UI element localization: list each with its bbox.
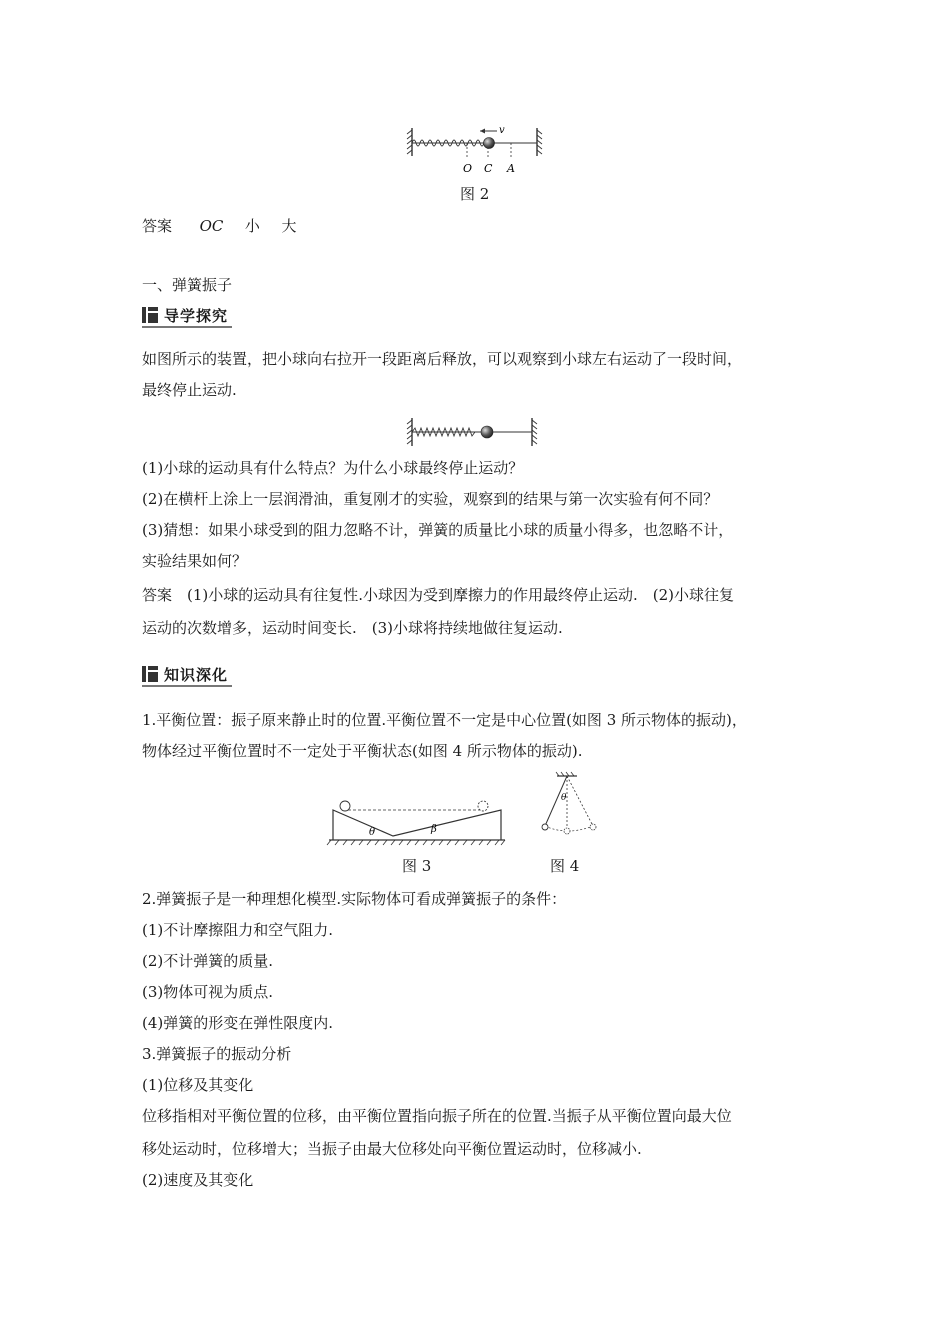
explore-header [142,304,232,326]
figure-2-spring-oscillator [400,120,550,180]
section-header-icon [142,666,158,682]
displacement-body-line-1: 位移指相对平衡位置的位移，由平衡位置指向振子所在的位置.当振子从平衡位置向最大位 [142,1107,732,1125]
condition-3: (3)物体可视为质点. [142,983,274,1001]
sub-heading-velocity: (2)速度及其变化 [142,1171,254,1189]
spring-apparatus-figure [402,415,542,449]
question-1: (1)小球的运动具有什么特点？为什么小球最终停止运动？ [142,459,524,477]
position-a-label: A [507,162,515,175]
sub-heading-displacement: (1)位移及其变化 [142,1076,254,1094]
explore-intro-line-2: 最终停止运动. [142,381,237,399]
answer-line [142,216,297,236]
condition-4: (4)弹簧的形变在弹性限度内. [142,1014,334,1032]
question-3-line-2: 实验结果如何？ [142,552,248,570]
figure-4-pendulum [533,770,603,836]
explore-answer-line-1: 答案 (1)小球的运动具有往复性.小球因为受到摩擦力的作用最终停止运动. (2)小球往复 [142,586,735,604]
explore-answer-line-2: 运动的次数增多，运动时间变长. (3)小球将持续地做往复运动. [142,619,563,637]
condition-2: (2)不计弹簧的质量. [142,952,274,970]
angle-theta-label: θ [369,827,376,838]
point-1-line-1: 1.平衡位置：振子原来静止时的位置.平衡位置不一定是中心位置(如图 3 所示物体的振动)， [142,711,747,729]
section-header-icon [142,307,158,323]
answer-small: 小 [244,217,260,235]
position-c-label: C [484,162,493,175]
section-title: 一、弹簧振子 [142,276,233,294]
deepen-header [142,663,232,685]
answer-oc: OC [199,217,224,235]
answer-large: 大 [281,217,297,235]
answer-label: 答案 [142,217,173,235]
angle-beta-label: β [431,824,437,835]
figure-2-caption: 图 2 [460,185,490,203]
figure-3-incline [325,798,510,848]
question-3-line-1: (3)猜想：如果小球受到的阻力忽略不计，弹簧的质量比小球的质量小得多，也忽略不计， [142,521,734,539]
deepen-header-text: 知识深化 [164,665,229,684]
figure-3-caption: 图 3 [402,857,432,875]
velocity-label: v [499,125,505,136]
position-o-label: O [463,162,473,175]
question-2: (2)在横杆上涂上一层润滑油，重复刚才的实验，观察到的结果与第一次实验有何不同？ [142,490,719,508]
point-3: 3.弹簧振子的振动分析 [142,1045,292,1063]
explore-header-text: 导学探究 [164,306,229,325]
displacement-body-line-2: 移处运动时，位移增大；当振子由最大位移处向平衡位置运动时，位移减小. [142,1140,642,1158]
explore-intro-line-1: 如图所示的装置，把小球向右拉开一段距离后释放，可以观察到小球左右运动了一段时间， [142,350,743,368]
pendulum-theta-label: θ [561,793,567,803]
point-1-line-2: 物体经过平衡位置时不一定处于平衡状态(如图 4 所示物体的振动). [142,742,583,760]
point-2: 2.弹簧振子是一种理想化模型.实际物体可看成弹簧振子的条件： [142,890,567,908]
figure-4-caption: 图 4 [550,857,580,875]
condition-1: (1)不计摩擦阻力和空气阻力. [142,921,334,939]
